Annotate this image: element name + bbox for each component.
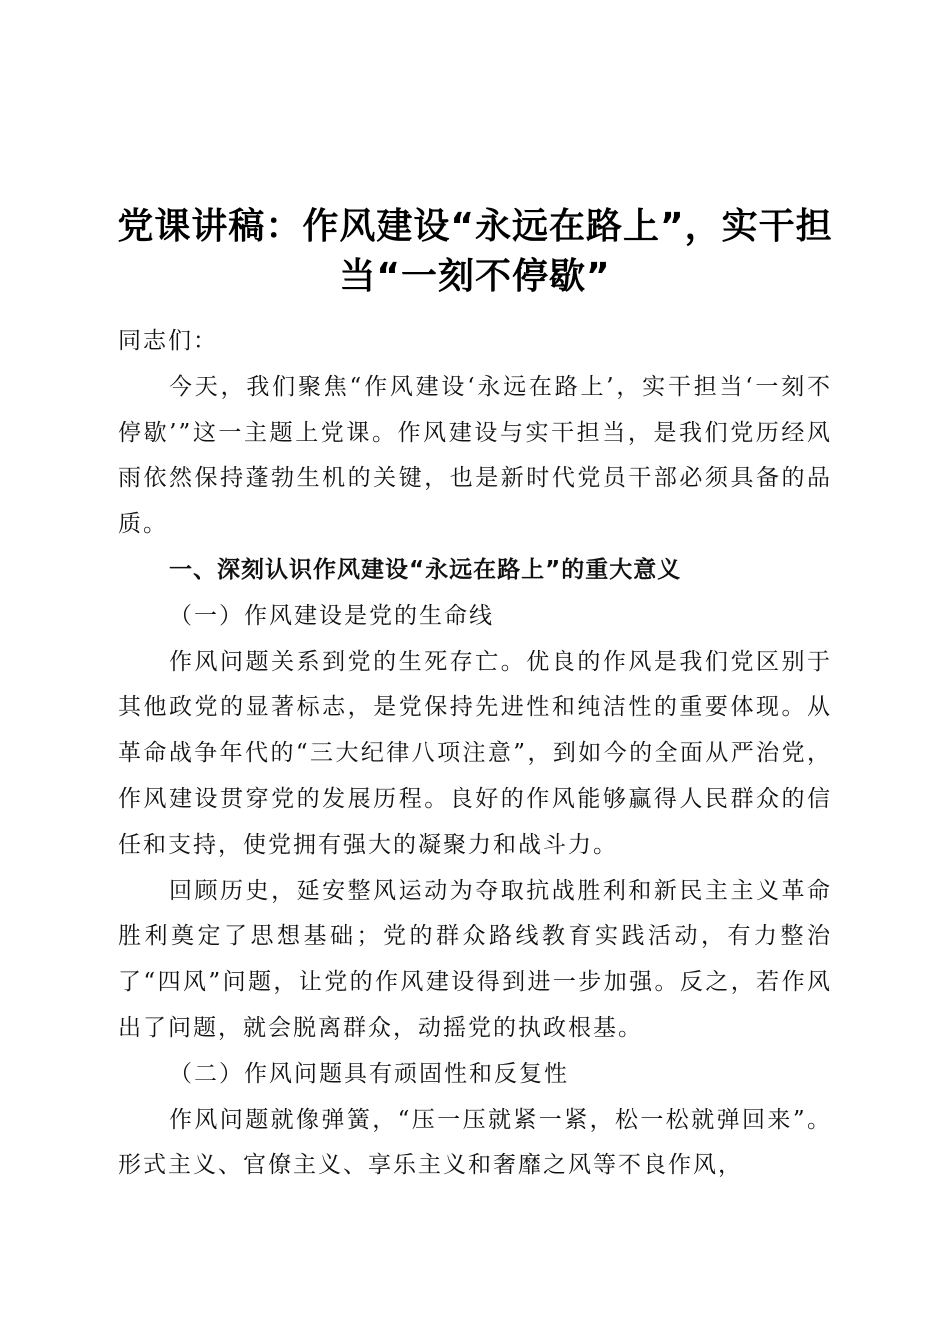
section-heading-1: 一、深刻认识作风建设“永远在路上”的重大意义 xyxy=(169,556,682,583)
body-paragraph-3: 作风问题就像弹簧，“压一压就紧一紧，松一松就弹回来”。形式主义、官僚主义、享乐主义和奢靡之风等不良作风， xyxy=(118,1106,832,1179)
document-body xyxy=(118,319,832,1189)
salutation: 同志们： xyxy=(118,328,218,354)
title-line-1: 党课讲稿：作风建设“永远在路上”，实干担 xyxy=(117,206,833,248)
document-title xyxy=(100,202,850,302)
body-paragraph-1: 作风问题关系到党的生死存亡。优良的作风是我们党区别于其他政党的显著标志，是党保持先进性和纯洁性的重要体现。从革命战争年代的“三大纪律八项注意”，到如今的全面从严治党，作风建设贯穿党的发展历程。良好的作风能够赢得人民群众的信任和支持，使党拥有强大的凝聚力和战斗力。 xyxy=(118,648,832,858)
body-paragraph-2: 回顾历史，延安整风运动为夺取抗战胜利和新民主主义革命胜利奠定了思想基础；党的群众路线教育实践活动，有力整治了“四风”问题，让党的作风建设得到进一步加强。反之，若作风出了问题，就会脱离群众，动摇党的执政根基。 xyxy=(118,877,832,1041)
subsection-heading-2: （二）作风问题具有顽固性和反复性 xyxy=(169,1060,569,1087)
intro-paragraph: 今天，我们聚焦“作风建设‘永远在路上’，实干担当‘一刻不停歇’”这一主题上党课。作风建设与实干担当，是我们党历经风雨依然保持蓬勃生机的关键，也是新时代党员干部必须具备的品质。 xyxy=(118,373,832,538)
subsection-heading-1: （一）作风建设是党的生命线 xyxy=(169,602,494,629)
title-line-2: 当“一刻不停歇” xyxy=(339,256,611,298)
